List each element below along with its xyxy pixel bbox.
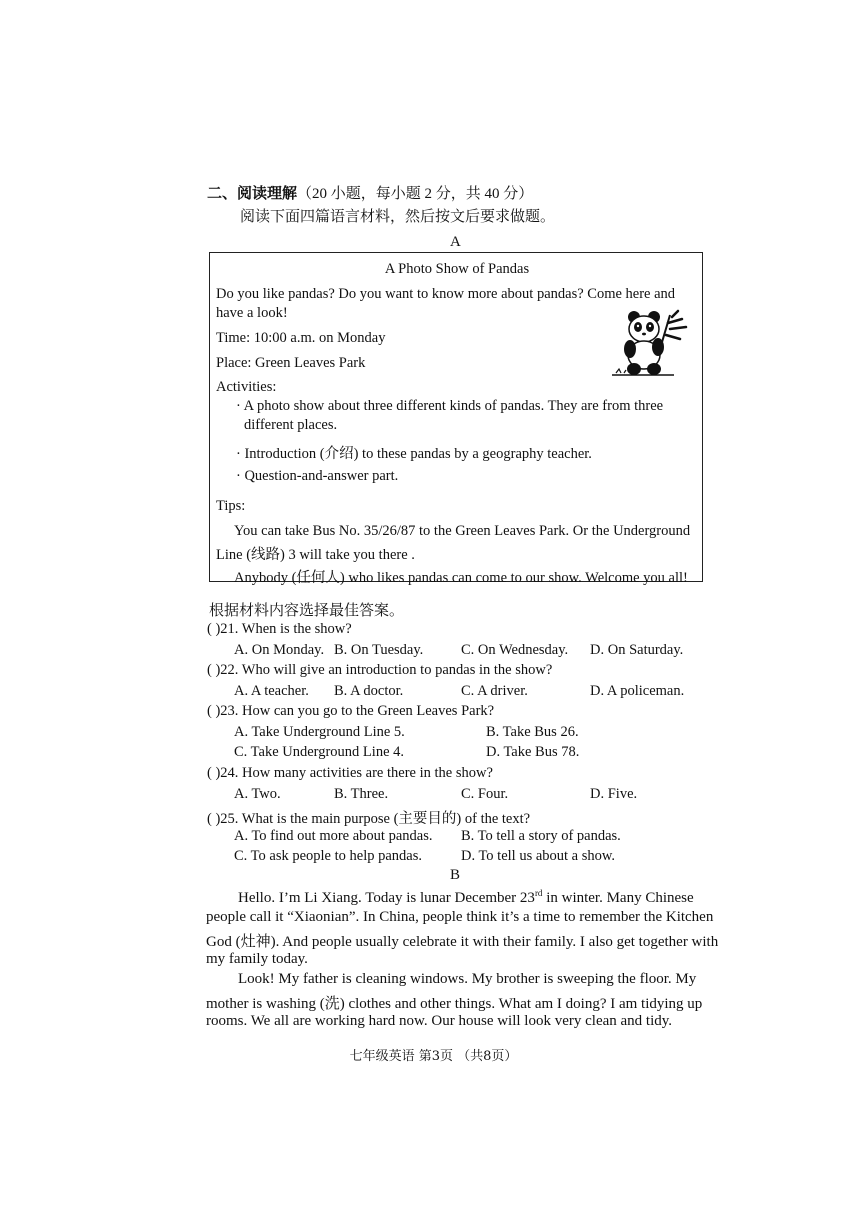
ad-time: Time: 10:00 a.m. on Monday — [216, 330, 386, 346]
q24-option-a[interactable]: A. Two. — [234, 786, 281, 802]
q21-option-c[interactable]: C. On Wednesday. — [461, 642, 569, 658]
passage-a-ad-box — [209, 252, 703, 586]
ordinal-suffix: rd — [534, 888, 543, 898]
ad-title: A Photo Show of Pandas — [384, 261, 530, 277]
q23-option-a[interactable]: A. Take Underground Line 5. — [234, 724, 405, 740]
passage-b-p1-line4: my family today. — [206, 951, 308, 967]
section-heading — [207, 182, 533, 203]
question-25: ( )25. What is the main purpose (主要目的) of the text? — [207, 811, 531, 827]
q21-option-a[interactable]: A. On Monday. — [234, 642, 325, 658]
section-heading-title: 二、阅读理解 — [207, 186, 298, 202]
ad-place: Place: Green Leaves Park — [216, 355, 366, 371]
q25-option-c[interactable]: C. To ask people to help pandas. — [234, 848, 422, 864]
passage-b-p2-line1: Look! My father is cleaning windows. My brother is sweeping the floor. My — [238, 971, 697, 987]
q23-option-c[interactable]: C. Take Underground Line 4. — [234, 744, 404, 760]
q25-option-a[interactable]: A. To find out more about pandas. — [234, 828, 433, 844]
passage-b-p2-line3: rooms. We all are working hard now. Our house will look very clean and tidy. — [206, 1013, 673, 1029]
ad-activity-2: · Introduction (介绍) to these pandas by a geography teacher. — [236, 446, 592, 462]
q21-option-d[interactable]: D. On Saturday. — [590, 642, 684, 658]
passage-b-p1-line2: people call it “Xiaonian”. In China, people think it’s a time to remember the Kitchen — [206, 909, 714, 925]
passage-b-letter: B — [450, 867, 461, 883]
question-22: ( )22. Who will give an introduction to pandas in the show? — [207, 662, 553, 678]
ad-activity-3: · Question-and-answer part. — [236, 468, 399, 484]
q24-option-c[interactable]: C. Four. — [461, 786, 509, 802]
q22-option-b[interactable]: B. A doctor. — [334, 683, 404, 699]
questions-a-instruction: 根据材料内容选择最佳答案。 — [209, 603, 405, 619]
panda-with-bamboo-icon — [612, 309, 692, 381]
ad-intro-line1: Do you like pandas? Do you want to know more about pandas? Come here and — [216, 286, 676, 302]
question-21: ( )21. When is the show? — [207, 621, 352, 637]
q24-option-b[interactable]: B. Three. — [334, 786, 389, 802]
q24-option-d[interactable]: D. Five. — [590, 786, 638, 802]
ad-tips-label: Tips: — [216, 498, 246, 514]
ad-activity-1-cont: different places. — [244, 417, 338, 433]
ad-activity-1: · A photo show about three different kinds of pandas. They are from three — [236, 398, 664, 414]
q21-option-b[interactable]: B. On Tuesday. — [334, 642, 424, 658]
q25-option-d[interactable]: D. To tell us about a show. — [461, 848, 616, 864]
passage-b-p1-line3: God (灶神). And people usually celebrate it with their family. I also get together with — [206, 934, 719, 950]
passage-a-letter: A — [450, 234, 461, 250]
q22-option-d[interactable]: D. A policeman. — [590, 683, 685, 699]
ad-tip-2: Anybody (任何人) who likes pandas can come to our show. Welcome you all! — [234, 570, 688, 586]
ad-activities-label: Activities: — [216, 379, 277, 395]
q25-option-b[interactable]: B. To tell a story of pandas. — [461, 828, 621, 844]
page-footer: 七年级英语 第3页 （共8页） — [349, 1049, 518, 1064]
question-23: ( )23. How can you go to the Green Leaves Park? — [207, 703, 495, 719]
passage-b-p1-line1 — [238, 888, 694, 907]
ad-tip-1: You can take Bus No. 35/26/87 to the Green Leaves Park. Or the Underground — [234, 523, 691, 539]
ad-tip-1-cont: Line (线路) 3 will take you there . — [216, 547, 415, 563]
ad-intro-line2: have a look! — [216, 305, 288, 321]
passage-b-p2-line2: mother is washing (洗) clothes and other things. What am I doing? I am tidying up — [206, 996, 703, 1012]
q23-option-d[interactable]: D. Take Bus 78. — [486, 744, 580, 760]
section-heading-score: （20 小题，每小题 2 分，共 40 分） — [297, 186, 534, 202]
section-instruction: 阅读下面四篇语言材料，然后按文后要求做题。 — [240, 209, 556, 225]
passage-b-p1-line1-rest: in winter. Many Chinese — [542, 890, 694, 906]
q23-option-b[interactable]: B. Take Bus 26. — [486, 724, 579, 740]
passage-b-p1-line1-text: Hello. I’m Li Xiang. Today is lunar December 23 — [238, 890, 535, 906]
q22-option-c[interactable]: C. A driver. — [461, 683, 528, 699]
q22-option-a[interactable]: A. A teacher. — [234, 683, 309, 699]
question-24: ( )24. How many activities are there in the show? — [207, 765, 493, 781]
